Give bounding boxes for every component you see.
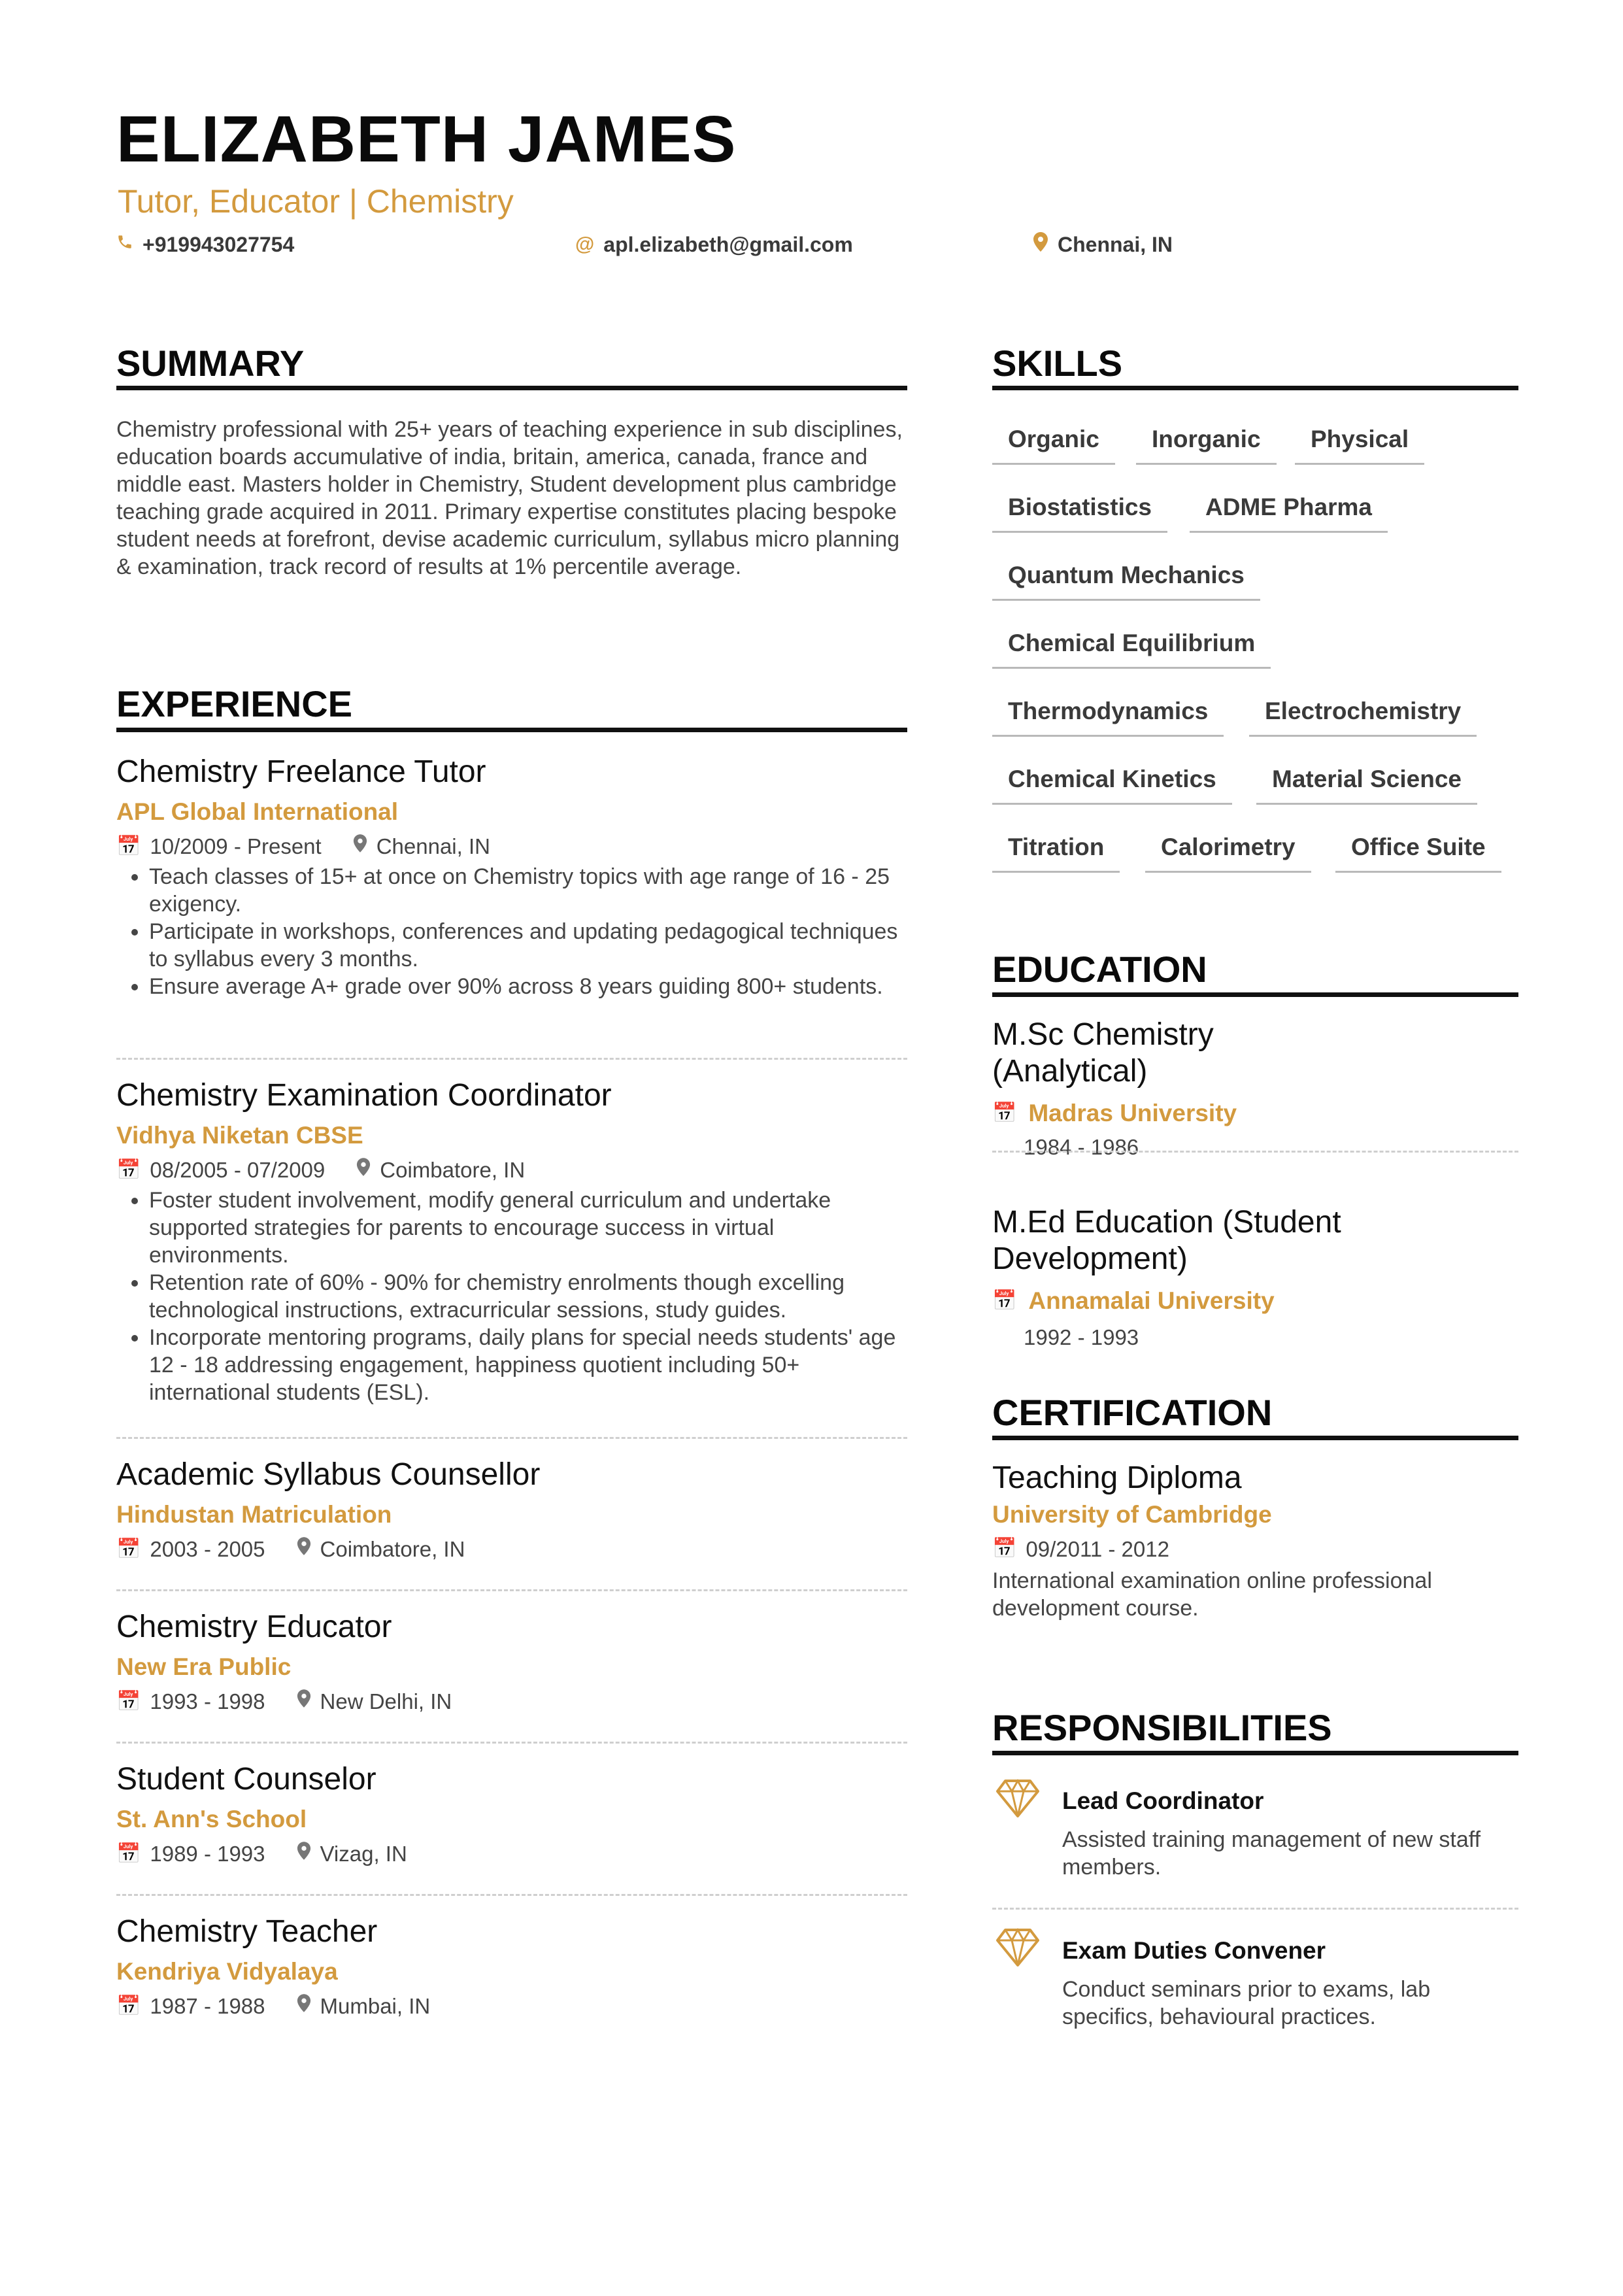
job-divider — [116, 1058, 907, 1060]
job-bullet: • Foster student involvement, modify general curriculum and undertake supported strategies for parents to encourage success in virtual environments. — [149, 1187, 907, 1269]
job-location: Mumbai, IN — [320, 1993, 431, 2018]
diamond-icon — [995, 1778, 1041, 1822]
job-company: New Era Public — [116, 1653, 292, 1681]
responsibility-divider — [992, 1908, 1518, 1910]
skill-tag: Organic — [992, 425, 1115, 465]
job-company: APL Global International — [116, 798, 399, 826]
certification-entry — [992, 1460, 1518, 1622]
job-dates: 1987 - 1988 — [150, 1993, 265, 2018]
job-entry — [116, 1609, 907, 1714]
school-row — [992, 1099, 1518, 1128]
job-bullets — [116, 863, 907, 1000]
job-dates: 1989 - 1993 — [150, 1841, 265, 1866]
job-entry — [116, 1457, 907, 1562]
diamond-icon — [995, 1927, 1041, 1971]
map-pin-icon — [297, 1537, 311, 1561]
responsibility-title: Lead Coordinator — [1062, 1787, 1264, 1814]
job-entry — [116, 754, 907, 1000]
calendar-icon: 📅 — [116, 835, 141, 857]
candidate-role: Tutor, Educator | Chemistry — [118, 183, 514, 220]
calendar-icon: 📅 — [992, 1538, 1017, 1560]
map-pin-icon — [297, 1689, 311, 1714]
education-dates: 1992 - 1993 — [1024, 1325, 1139, 1350]
degree-title: M.Ed Education (Student Development) — [992, 1205, 1341, 1276]
job-meta — [116, 1689, 907, 1715]
job-bullet: • Ensure average A+ grade over 90% across 8 years guiding 800+ students. — [149, 973, 907, 1000]
education-rule — [992, 992, 1518, 997]
map-pin-icon — [297, 1842, 311, 1866]
job-title: Chemistry Educator — [116, 1610, 392, 1644]
certification-heading: CERTIFICATION — [992, 1392, 1273, 1433]
job-bullets — [116, 1187, 907, 1406]
responsibility-item — [1062, 1787, 1513, 1881]
job-company: Kendriya Vidyalaya — [116, 1958, 338, 1985]
job-bullet: • Retention rate of 60% - 90% for chemistry enrolments though excelling technological instructions, extracurricular sessions, study guides. — [149, 1269, 907, 1324]
contact-email[interactable] — [575, 232, 853, 257]
skill-tag: Office Suite — [1335, 833, 1501, 873]
job-dates: 08/2005 - 07/2009 — [150, 1157, 326, 1182]
school-name: Madras University — [1028, 1100, 1237, 1126]
job-title: Academic Syllabus Counsellor — [116, 1457, 541, 1492]
certification-rule — [992, 1436, 1518, 1440]
responsibility-description: Conduct seminars prior to exams, lab specifics, behavioural practices. — [1062, 1977, 1431, 2030]
skill-tag: Thermodynamics — [992, 697, 1224, 737]
responsibility-item — [1062, 1936, 1513, 2031]
summary-text: Chemistry professional with 25+ years of teaching experience in sub disciplines, education boards accumulative of india, britain, america, canada, france and middle east. Masters holder in Chemistry, Student development plus cambridge teaching grade acquired in 2011. Primary expertise constitutes placing bespoke student needs at forefront, devise academic curriculum, syllabus micro planning & examination, track record of results at 1% percentile average. — [116, 417, 903, 579]
education-heading: EDUCATION — [992, 949, 1207, 990]
job-company: St. Ann's School — [116, 1806, 307, 1833]
map-pin-icon — [353, 834, 367, 858]
summary-rule — [116, 386, 907, 390]
job-location: Vizag, IN — [320, 1841, 407, 1866]
degree-title: M.Sc Chemistry (Analytical) — [992, 1017, 1214, 1089]
job-meta — [116, 1536, 907, 1562]
job-bullet: • Teach classes of 15+ at once on Chemistry topics with age range of 16 - 25 exigency. — [149, 863, 907, 918]
calendar-icon: 📅 — [116, 1995, 141, 2017]
skill-tag: ADME Pharma — [1190, 493, 1388, 533]
job-entry — [116, 1761, 907, 1866]
job-company: Hindustan Matriculation — [116, 1501, 392, 1528]
job-location: New Delhi, IN — [320, 1689, 452, 1714]
job-bullet: • Participate in workshops, conferences and updating pedagogical techniques to syllabus every 3 months. — [149, 918, 907, 973]
school-name: Annamalai University — [1028, 1287, 1275, 1314]
education-entry — [992, 1204, 1518, 1351]
contact-phone[interactable] — [116, 232, 294, 257]
school-row — [992, 1287, 1518, 1315]
job-divider — [116, 1894, 907, 1896]
skills-heading: SKILLS — [992, 343, 1123, 384]
skill-tag: Physical — [1295, 425, 1424, 465]
phone-number: +919943027754 — [142, 233, 295, 256]
candidate-name: ELIZABETH JAMES — [116, 103, 737, 176]
skills-rule — [992, 386, 1518, 390]
skill-tag: Material Science — [1256, 765, 1477, 805]
job-divider — [116, 1437, 907, 1439]
contact-location — [1033, 232, 1173, 258]
job-company: Vidhya Niketan CBSE — [116, 1122, 363, 1149]
skill-tag: Electrochemistry — [1249, 697, 1477, 737]
skill-tag: Calorimetry — [1145, 833, 1311, 873]
certification-dates: 09/2011 - 2012 — [1026, 1536, 1169, 1561]
education-dates: 1984 - 1986 — [1024, 1135, 1139, 1160]
email-address: apl.elizabeth@gmail.com — [603, 233, 853, 256]
certification-name: Teaching Diploma — [992, 1460, 1242, 1495]
calendar-icon: 📅 — [116, 1690, 141, 1712]
summary-heading: SUMMARY — [116, 343, 305, 384]
job-dates: 1993 - 1998 — [150, 1689, 265, 1714]
job-meta — [116, 1841, 907, 1867]
certification-issuer: University of Cambridge — [992, 1501, 1272, 1528]
skill-tag: Quantum Mechanics — [992, 561, 1260, 601]
job-dates: 2003 - 2005 — [150, 1536, 265, 1561]
job-location: Coimbatore, IN — [380, 1157, 526, 1182]
responsibilities-rule — [992, 1751, 1518, 1755]
job-location: Chennai, IN — [376, 834, 490, 858]
education-divider — [992, 1151, 1518, 1153]
skill-tag: Chemical Kinetics — [992, 765, 1232, 805]
job-dates: 10/2009 - Present — [150, 834, 322, 858]
job-divider — [116, 1589, 907, 1591]
calendar-icon: 📅 — [992, 1290, 1017, 1312]
map-pin-icon — [356, 1158, 371, 1182]
skill-tag: Chemical Equilibrium — [992, 629, 1271, 669]
job-divider — [116, 1742, 907, 1744]
job-title: Chemistry Teacher — [116, 1914, 378, 1949]
certification-description: International examination online professional development course. — [992, 1568, 1432, 1621]
job-title: Chemistry Freelance Tutor — [116, 754, 486, 789]
at-icon: @ — [575, 233, 595, 256]
job-meta — [116, 1157, 907, 1183]
responsibility-title: Exam Duties Convener — [1062, 1937, 1326, 1964]
job-entry — [116, 1077, 907, 1406]
calendar-icon: 📅 — [116, 1158, 141, 1181]
responsibilities-heading: RESPONSIBILITIES — [992, 1707, 1332, 1748]
map-pin-icon — [1033, 232, 1048, 258]
skill-tag: Inorganic — [1136, 425, 1277, 465]
calendar-icon: 📅 — [116, 1538, 141, 1560]
map-pin-icon — [297, 1994, 311, 2018]
job-entry — [116, 1914, 907, 2019]
responsibility-description: Assisted training management of new staff members. — [1062, 1827, 1481, 1880]
job-bullet: • Incorporate mentoring programs, daily plans for special needs students' age 12 - 18 addressing engagement, happiness quotient including 50+ international students (ESL). — [149, 1324, 907, 1406]
job-title: Student Counselor — [116, 1762, 376, 1797]
phone-icon — [116, 233, 133, 256]
job-meta — [116, 1993, 907, 2019]
job-title: Chemistry Examination Coordinator — [116, 1078, 612, 1113]
certification-meta — [992, 1536, 1518, 1562]
job-location: Coimbatore, IN — [320, 1536, 465, 1561]
job-meta — [116, 834, 907, 860]
calendar-icon: 📅 — [116, 1842, 141, 1865]
location-text: Chennai, IN — [1058, 233, 1173, 257]
skill-tag: Biostatistics — [992, 493, 1167, 533]
experience-rule — [116, 728, 907, 732]
calendar-icon: 📅 — [992, 1102, 1017, 1124]
skill-tag: Titration — [992, 833, 1120, 873]
experience-heading: EXPERIENCE — [116, 683, 352, 724]
education-entry — [992, 1017, 1518, 1160]
